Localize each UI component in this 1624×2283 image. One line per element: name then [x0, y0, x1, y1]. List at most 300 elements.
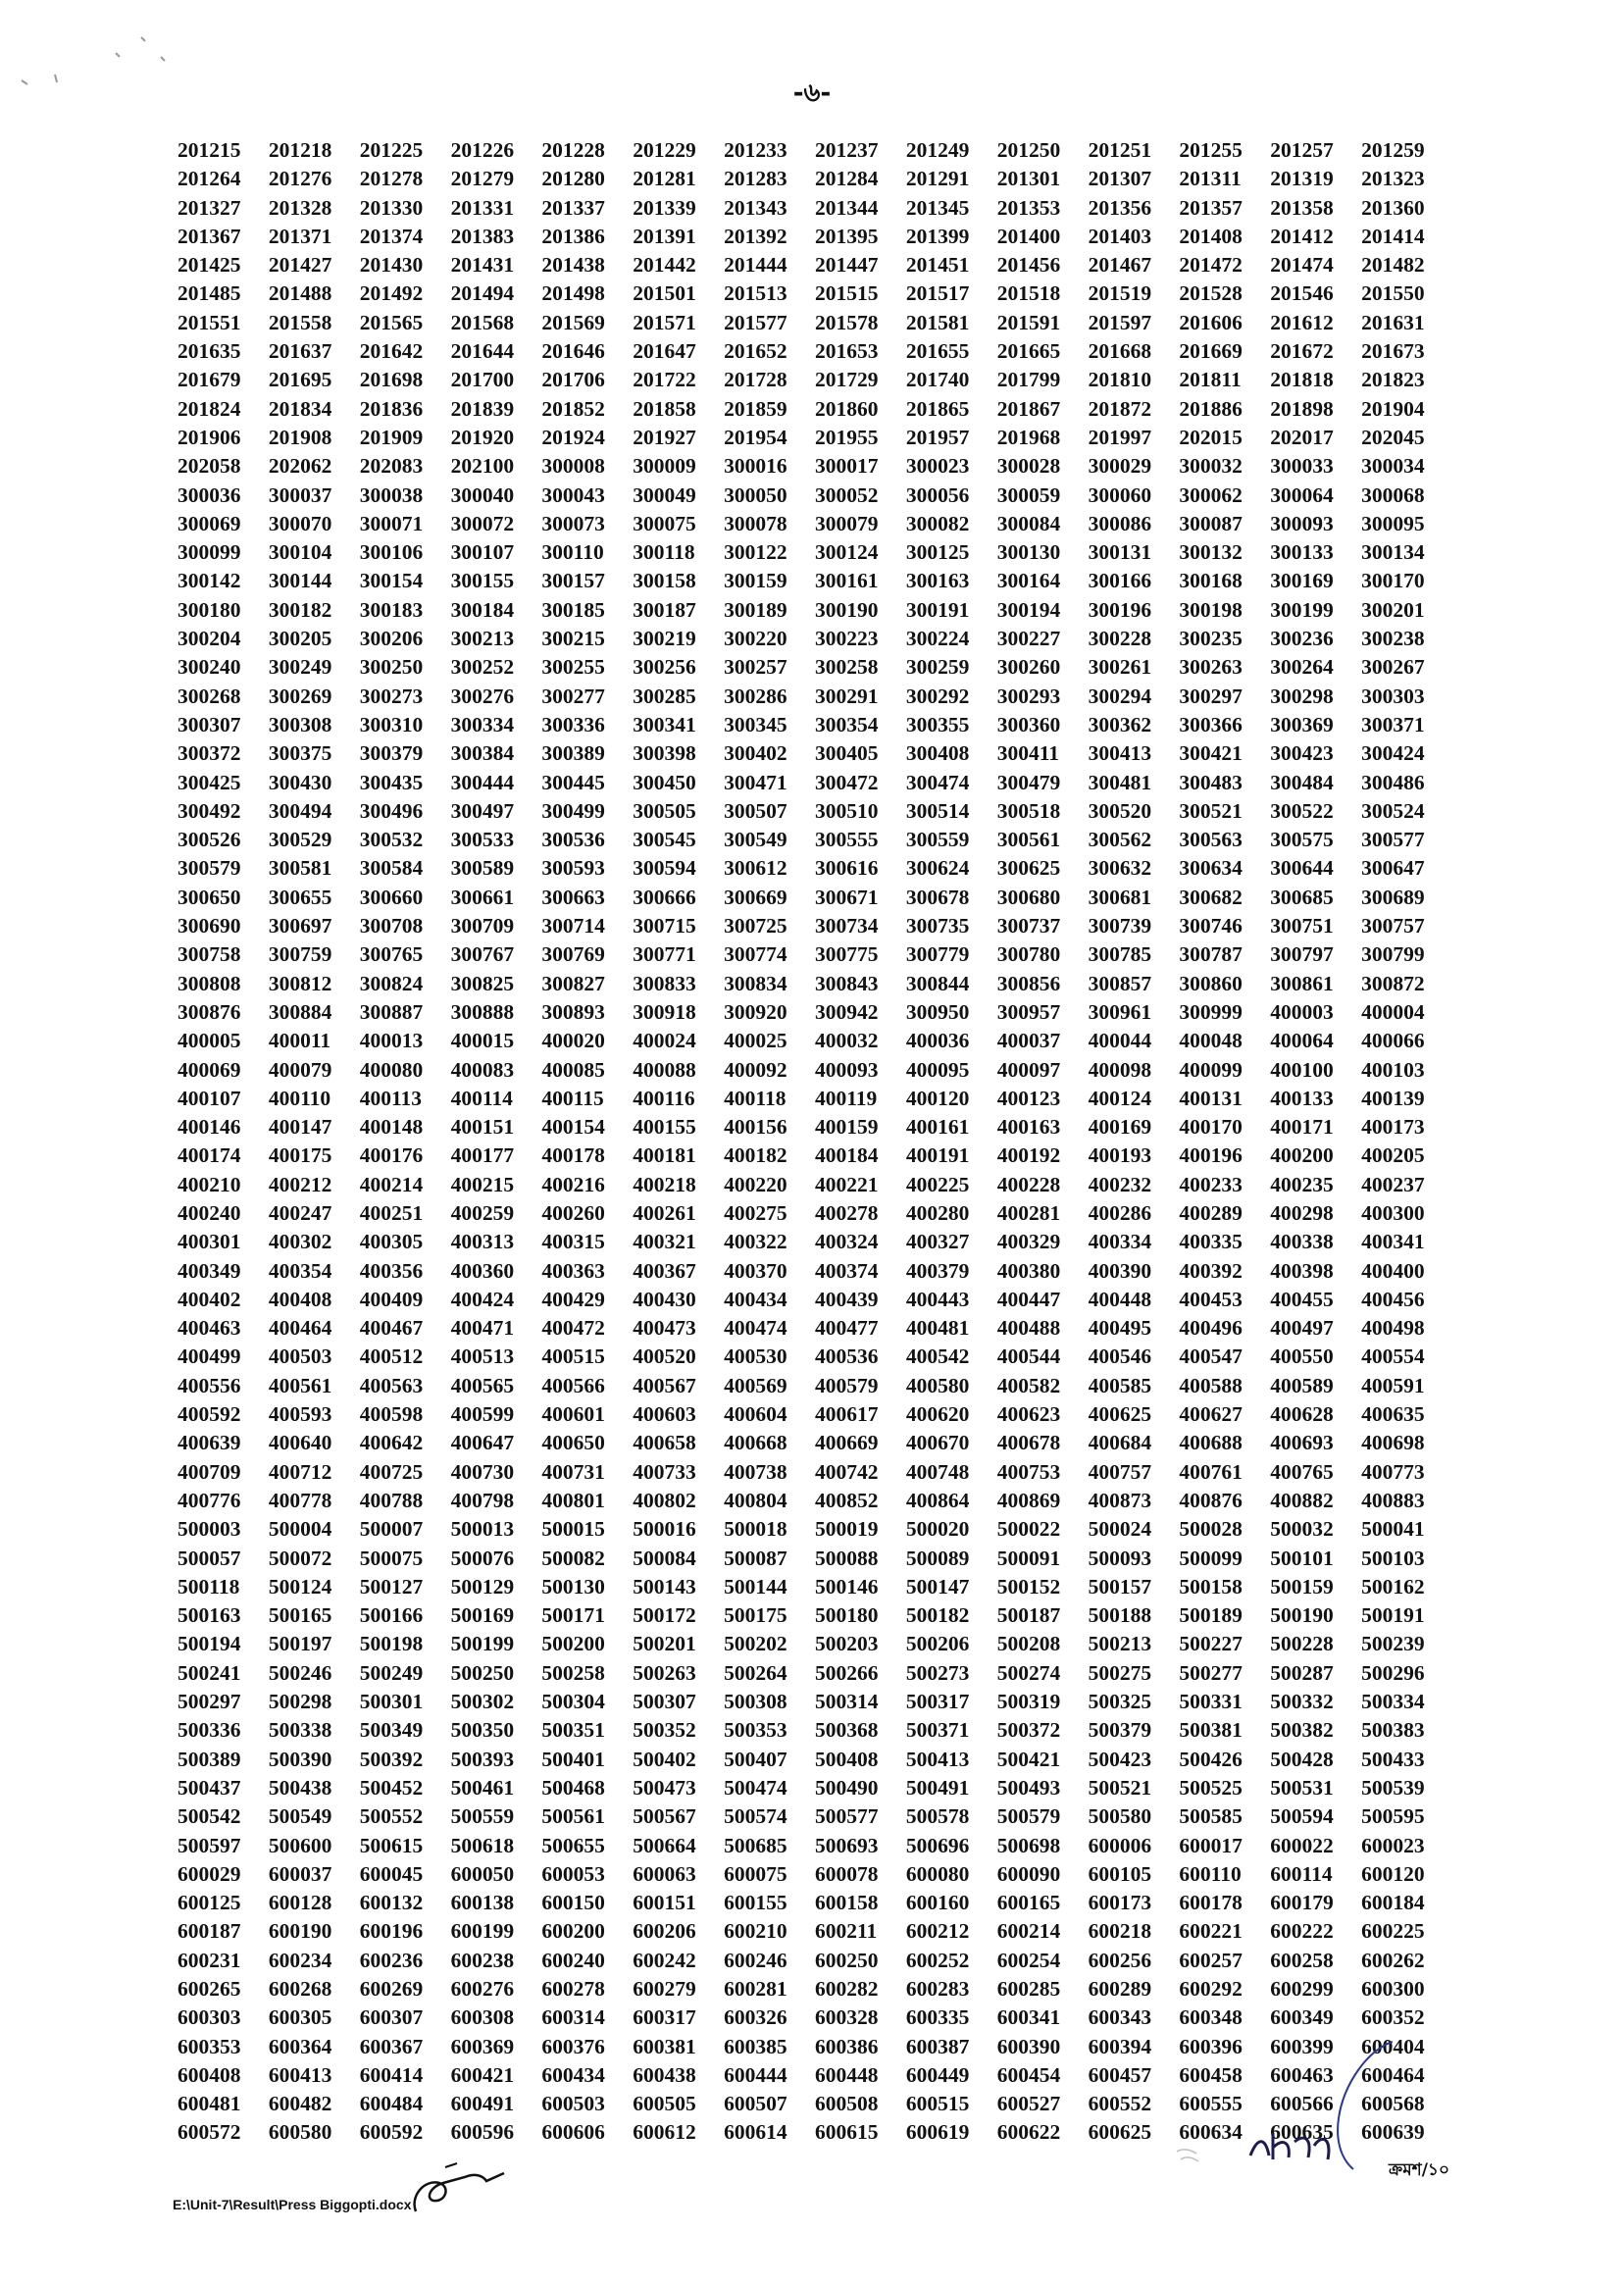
faint-mark — [1175, 2146, 1204, 2165]
roll-number: 400712 — [268, 1459, 332, 1484]
roll-number: 400731 — [541, 1459, 605, 1484]
roll-number: 201858 — [633, 396, 696, 421]
roll-number: 300680 — [996, 885, 1061, 909]
roll-number: 600612 — [633, 2120, 696, 2145]
roll-number: 300510 — [814, 798, 879, 823]
roll-number: 201358 — [1270, 195, 1334, 220]
roll-number: 300824 — [359, 971, 424, 995]
roll-number: 500024 — [1088, 1517, 1152, 1542]
roll-number: 201644 — [450, 339, 515, 364]
roll-number: 400133 — [1270, 1086, 1334, 1110]
roll-number: 202100 — [450, 454, 515, 479]
roll-number: 201568 — [450, 310, 515, 334]
roll-number: 600635 — [1270, 2120, 1334, 2145]
roll-number: 300252 — [450, 655, 515, 680]
roll-number: 201653 — [814, 339, 879, 364]
roll-number: 201818 — [1270, 368, 1334, 392]
roll-number: 400599 — [450, 1402, 515, 1427]
roll-number: 300227 — [996, 627, 1061, 651]
roll-number: 400477 — [814, 1316, 879, 1341]
roll-number: 201360 — [1361, 195, 1425, 220]
roll-number: 300196 — [1088, 597, 1152, 622]
roll-number: 500124 — [268, 1574, 332, 1598]
roll-number: 500152 — [996, 1574, 1061, 1598]
roll-number: 201442 — [633, 253, 696, 278]
roll-number: 400171 — [1270, 1115, 1334, 1140]
roll-number: 600314 — [541, 2005, 605, 2030]
roll-number: 500561 — [541, 1804, 605, 1829]
roll-number: 600132 — [359, 1891, 424, 1915]
roll-number: 201327 — [178, 195, 241, 220]
roll-number: 300536 — [541, 828, 605, 852]
roll-number: 300799 — [1361, 942, 1425, 967]
roll-number: 600606 — [541, 2120, 605, 2145]
roll-number: 400488 — [996, 1316, 1061, 1341]
roll-number: 300038 — [359, 482, 424, 507]
roll-number: 400761 — [1179, 1459, 1243, 1484]
roll-number: 300268 — [178, 684, 241, 708]
roll-number: 500275 — [1088, 1660, 1152, 1685]
roll-number: 300492 — [178, 798, 241, 823]
roll-number: 500423 — [1088, 1747, 1152, 1771]
roll-number: 600252 — [905, 1948, 970, 1972]
roll-number: 500580 — [1088, 1804, 1152, 1829]
roll-number: 500559 — [450, 1804, 515, 1829]
roll-number: 600619 — [905, 2120, 970, 2145]
roll-number: 201728 — [724, 368, 787, 392]
roll-number: 300751 — [1270, 914, 1334, 939]
roll-number: 201665 — [996, 339, 1061, 364]
roll-number: 600396 — [1179, 2034, 1243, 2058]
roll-number: 202045 — [1361, 425, 1425, 449]
roll-number: 300411 — [996, 741, 1060, 766]
roll-number: 600214 — [996, 1919, 1061, 1944]
roll-number: 400798 — [450, 1488, 515, 1512]
roll-number: 201906 — [178, 425, 241, 449]
roll-number: 600184 — [1361, 1891, 1425, 1915]
roll-number: 400408 — [268, 1287, 332, 1311]
roll-number: 400013 — [359, 1029, 424, 1053]
roll-number: 500696 — [905, 1833, 970, 1857]
roll-number: 600258 — [1270, 1948, 1334, 1972]
roll-number: 500594 — [1270, 1804, 1334, 1829]
roll-number: 201706 — [541, 368, 605, 392]
roll-number: 300258 — [814, 655, 879, 680]
roll-number: 400864 — [905, 1488, 970, 1512]
roll-number: 300771 — [633, 942, 696, 967]
roll-number: 300505 — [633, 798, 696, 823]
roll-number: 300291 — [814, 684, 879, 708]
roll-number: 201810 — [1088, 368, 1152, 392]
roll-number: 300584 — [359, 856, 424, 881]
roll-number: 400876 — [1179, 1488, 1243, 1512]
roll-number: 300844 — [905, 971, 970, 995]
roll-number: 300249 — [268, 655, 332, 680]
roll-number: 600299 — [1270, 1977, 1334, 2001]
roll-number: 201311 — [1179, 167, 1242, 191]
roll-number: 400536 — [814, 1344, 879, 1369]
roll-number: 400032 — [814, 1029, 879, 1053]
roll-number: 201811 — [1179, 368, 1242, 392]
roll-number: 201474 — [1270, 253, 1334, 278]
roll-number: 201215 — [178, 138, 241, 162]
roll-number: 300372 — [178, 741, 241, 766]
roll-number: 500585 — [1179, 1804, 1243, 1829]
roll-number: 500171 — [541, 1603, 605, 1628]
roll-number: 300678 — [905, 885, 970, 909]
roll-number: 400513 — [450, 1344, 515, 1369]
roll-number: 600210 — [724, 1919, 787, 1944]
roll-number: 400161 — [905, 1115, 970, 1140]
roll-number: 400200 — [1270, 1143, 1334, 1168]
roll-number: 201226 — [450, 138, 515, 162]
roll-number: 600386 — [814, 2034, 879, 2058]
roll-number: 400184 — [814, 1143, 879, 1168]
roll-number: 300834 — [724, 971, 787, 995]
roll-number: 300257 — [724, 655, 787, 680]
roll-number: 400495 — [1088, 1316, 1152, 1341]
roll-number: 500258 — [541, 1660, 605, 1685]
roll-number: 300236 — [1270, 627, 1334, 651]
roll-number: 500372 — [996, 1718, 1061, 1743]
roll-number: 500197 — [268, 1632, 332, 1656]
roll-number: 300825 — [450, 971, 515, 995]
roll-number: 400113 — [359, 1086, 423, 1110]
roll-number: 201955 — [814, 425, 879, 449]
roll-number: 300205 — [268, 627, 332, 651]
roll-number: 600289 — [1088, 1977, 1152, 2001]
roll-number: 201904 — [1361, 396, 1425, 421]
roll-number: 300496 — [359, 798, 424, 823]
roll-number: 500433 — [1361, 1747, 1425, 1771]
roll-number: 400275 — [724, 1200, 787, 1225]
roll-number: 300059 — [996, 482, 1061, 507]
roll-number: 600376 — [541, 2034, 605, 2058]
roll-number: 300240 — [178, 655, 241, 680]
roll-number: 500693 — [814, 1833, 879, 1857]
roll-number: 202058 — [178, 454, 241, 479]
roll-number: 400497 — [1270, 1316, 1334, 1341]
roll-number: 500351 — [541, 1718, 605, 1743]
roll-number: 300471 — [724, 770, 787, 794]
page-number: -৬- — [792, 78, 832, 108]
roll-number: 600279 — [633, 1977, 696, 2001]
roll-number: 400635 — [1361, 1402, 1425, 1427]
roll-number: 400240 — [178, 1200, 241, 1225]
roll-number: 400155 — [633, 1115, 696, 1140]
roll-number: 500332 — [1270, 1690, 1334, 1714]
roll-number: 201344 — [814, 195, 879, 220]
roll-number: 400547 — [1179, 1344, 1243, 1369]
roll-number: 600196 — [359, 1919, 424, 1944]
roll-number: 400580 — [905, 1373, 970, 1397]
roll-number: 400154 — [541, 1115, 605, 1140]
roll-number: 300298 — [1270, 684, 1334, 708]
roll-number: 300663 — [541, 885, 605, 909]
roll-number: 201528 — [1179, 281, 1243, 306]
roll-number: 300125 — [905, 540, 970, 565]
roll-number: 300389 — [541, 741, 605, 766]
roll-number: 600151 — [633, 1891, 696, 1915]
roll-number: 300285 — [633, 684, 696, 708]
roll-number: 600482 — [268, 2092, 332, 2116]
roll-number: 300689 — [1361, 885, 1425, 909]
roll-number: 300856 — [996, 971, 1061, 995]
roll-number: 400620 — [905, 1402, 970, 1427]
roll-number: 500336 — [178, 1718, 241, 1743]
roll-number: 201909 — [359, 425, 424, 449]
roll-number: 300425 — [178, 770, 241, 794]
roll-number: 400566 — [541, 1373, 605, 1397]
roll-number: 201669 — [1179, 339, 1243, 364]
roll-number: 500426 — [1179, 1747, 1243, 1771]
roll-number: 201414 — [1361, 224, 1425, 248]
roll-number: 300918 — [633, 999, 696, 1024]
roll-number: 201383 — [450, 224, 515, 248]
roll-number: 201668 — [1088, 339, 1152, 364]
roll-number: 300028 — [996, 454, 1061, 479]
roll-number: 201997 — [1088, 425, 1152, 449]
roll-number: 500407 — [724, 1747, 787, 1771]
roll-number: 500057 — [178, 1546, 241, 1570]
roll-number: 400582 — [996, 1373, 1061, 1397]
roll-number: 600078 — [814, 1861, 879, 1886]
roll-number: 500018 — [724, 1517, 787, 1542]
roll-number: 600281 — [724, 1977, 787, 2001]
roll-number: 600552 — [1088, 2092, 1152, 2116]
roll-number: 500016 — [633, 1517, 696, 1542]
roll-number: 600282 — [814, 1977, 879, 2001]
roll-number: 300612 — [724, 856, 787, 881]
roll-number: 600615 — [814, 2120, 879, 2145]
roll-number: 400210 — [178, 1172, 241, 1196]
roll-number: 500089 — [905, 1546, 970, 1570]
roll-number: 201281 — [633, 167, 696, 191]
roll-number: 600592 — [359, 2120, 424, 2145]
roll-number: 400097 — [996, 1057, 1061, 1082]
roll-number: 500093 — [1088, 1546, 1152, 1570]
roll-number: 300157 — [541, 569, 605, 593]
roll-number: 201581 — [905, 310, 970, 334]
roll-number: 300297 — [1179, 684, 1243, 708]
roll-number: 201700 — [450, 368, 515, 392]
roll-number: 500552 — [359, 1804, 424, 1829]
roll-number: 201343 — [724, 195, 787, 220]
roll-number: 400688 — [1179, 1431, 1243, 1455]
roll-number: 500087 — [724, 1546, 787, 1570]
roll-number: 500298 — [268, 1690, 332, 1714]
roll-number: 300292 — [905, 684, 970, 708]
roll-number: 201218 — [268, 138, 332, 162]
roll-number: 500088 — [814, 1546, 879, 1570]
roll-number: 201278 — [359, 167, 424, 191]
roll-number: 600206 — [633, 1919, 696, 1944]
roll-number: 201357 — [1179, 195, 1243, 220]
roll-number: 600639 — [1361, 2120, 1425, 2145]
roll-number: 400380 — [996, 1258, 1061, 1283]
roll-number: 201642 — [359, 339, 424, 364]
roll-number: 400617 — [814, 1402, 879, 1427]
roll-number: 500003 — [178, 1517, 241, 1542]
roll-number: 500393 — [450, 1747, 515, 1771]
roll-number: 201451 — [905, 253, 970, 278]
roll-number: 600307 — [359, 2005, 424, 2030]
roll-number: 201646 — [541, 339, 605, 364]
roll-number: 400193 — [1088, 1143, 1152, 1168]
roll-number: 400174 — [178, 1143, 241, 1168]
roll-number: 300884 — [268, 999, 332, 1024]
roll-number: 600634 — [1179, 2120, 1243, 2145]
roll-number: 300526 — [178, 828, 241, 852]
roll-number: 600390 — [996, 2034, 1061, 2058]
roll-number: 600063 — [633, 1861, 696, 1886]
roll-number: 400698 — [1361, 1431, 1425, 1455]
roll-number: 300739 — [1088, 914, 1152, 939]
roll-number: 500159 — [1270, 1574, 1334, 1598]
roll-number: 400156 — [724, 1115, 787, 1140]
roll-number: 300079 — [814, 511, 879, 535]
roll-number: 201371 — [268, 224, 332, 248]
roll-number: 600190 — [268, 1919, 332, 1944]
roll-number: 400379 — [905, 1258, 970, 1283]
roll-number: 300444 — [450, 770, 515, 794]
roll-number: 300084 — [996, 511, 1061, 535]
roll-number: 600023 — [1361, 1833, 1425, 1857]
roll-number: 600404 — [1361, 2034, 1425, 2058]
roll-number: 201551 — [178, 310, 241, 334]
roll-number: 201859 — [724, 396, 787, 421]
roll-number: 201430 — [359, 253, 424, 278]
roll-number: 400730 — [450, 1459, 515, 1484]
roll-number: 400278 — [814, 1200, 879, 1225]
roll-number: 300185 — [541, 597, 605, 622]
roll-number: 300445 — [541, 770, 605, 794]
roll-number: 300861 — [1270, 971, 1334, 995]
roll-number: 400601 — [541, 1402, 605, 1427]
roll-number: 300224 — [905, 627, 970, 651]
roll-number: 300715 — [633, 914, 696, 939]
roll-number: 500325 — [1088, 1690, 1152, 1714]
roll-number: 600364 — [268, 2034, 332, 2058]
roll-number: 300223 — [814, 627, 879, 651]
roll-number: 500091 — [996, 1546, 1061, 1570]
roll-number: 500685 — [724, 1833, 787, 1857]
roll-number: 400554 — [1361, 1344, 1425, 1369]
roll-number: 400107 — [178, 1086, 241, 1110]
roll-number: 300360 — [996, 712, 1061, 736]
roll-number: 400300 — [1361, 1200, 1425, 1225]
roll-number: 600317 — [633, 2005, 696, 2030]
roll-number: 300735 — [905, 914, 970, 939]
roll-number: 500392 — [359, 1747, 424, 1771]
roll-number: 400589 — [1270, 1373, 1334, 1397]
roll-number: 500157 — [1088, 1574, 1152, 1598]
roll-number: 300483 — [1179, 770, 1243, 794]
roll-number: 300276 — [450, 684, 515, 708]
roll-number: 600444 — [724, 2062, 787, 2087]
roll-number: 500189 — [1179, 1603, 1243, 1628]
roll-number: 400464 — [268, 1316, 332, 1341]
roll-number: 201565 — [359, 310, 424, 334]
roll-number: 400191 — [905, 1143, 970, 1168]
roll-number: 201968 — [996, 425, 1061, 449]
roll-number: 300661 — [450, 885, 515, 909]
roll-number: 500381 — [1179, 1718, 1243, 1743]
roll-number: 500072 — [268, 1546, 332, 1570]
roll-number: 400598 — [359, 1402, 424, 1427]
roll-number: 300073 — [541, 511, 605, 535]
roll-number: 201515 — [814, 281, 879, 306]
roll-number: 500075 — [359, 1546, 424, 1570]
roll-number: 300168 — [1179, 569, 1243, 593]
roll-number: 201927 — [633, 425, 696, 449]
roll-number: 300961 — [1088, 999, 1152, 1024]
roll-number: 201427 — [268, 253, 332, 278]
roll-number: 400218 — [633, 1172, 696, 1196]
roll-number: 300250 — [359, 655, 424, 680]
roll-number: 201647 — [633, 339, 696, 364]
roll-number: 300034 — [1361, 454, 1425, 479]
roll-number: 201860 — [814, 396, 879, 421]
roll-number: 300286 — [724, 684, 787, 708]
roll-number: 500103 — [1361, 1546, 1425, 1570]
roll-number: 300104 — [268, 540, 332, 565]
roll-number: 400093 — [814, 1057, 879, 1082]
roll-number: 201276 — [268, 167, 332, 191]
roll-number: 500408 — [814, 1747, 879, 1771]
roll-number: 300354 — [814, 712, 879, 736]
roll-number: 400801 — [541, 1488, 605, 1512]
roll-number: 201259 — [1361, 138, 1425, 162]
roll-number: 400232 — [1088, 1172, 1152, 1196]
roll-number: 400463 — [178, 1316, 241, 1341]
roll-number: 201444 — [724, 253, 787, 278]
roll-number: 500241 — [178, 1660, 241, 1685]
roll-number: 300759 — [268, 942, 332, 967]
roll-number: 400020 — [541, 1029, 605, 1053]
roll-number: 400447 — [996, 1287, 1061, 1311]
roll-number: 500187 — [996, 1603, 1061, 1628]
roll-number: 500028 — [1179, 1517, 1243, 1542]
roll-number: 201571 — [633, 310, 696, 334]
roll-number: 201513 — [724, 281, 787, 306]
roll-number: 201431 — [450, 253, 515, 278]
roll-number: 300632 — [1088, 856, 1152, 881]
roll-number: 300957 — [996, 999, 1061, 1024]
roll-number: 400430 — [633, 1287, 696, 1311]
roll-number: 300294 — [1088, 684, 1152, 708]
roll-number: 600165 — [996, 1891, 1061, 1915]
roll-number: 500127 — [359, 1574, 424, 1598]
roll-number: 400003 — [1270, 999, 1334, 1024]
roll-number: 300277 — [541, 684, 605, 708]
roll-number: 500304 — [541, 1690, 605, 1714]
roll-number: 400334 — [1088, 1230, 1152, 1254]
roll-number: 400374 — [814, 1258, 879, 1283]
roll-number: 400214 — [359, 1172, 424, 1196]
roll-number: 300155 — [450, 569, 515, 593]
roll-number: 300430 — [268, 770, 332, 794]
roll-number: 400098 — [1088, 1057, 1152, 1082]
roll-number: 201307 — [1088, 167, 1152, 191]
roll-number: 300562 — [1088, 828, 1152, 852]
roll-number: 300259 — [905, 655, 970, 680]
roll-number: 400151 — [450, 1115, 515, 1140]
roll-number: 400114 — [450, 1086, 513, 1110]
roll-number: 300017 — [814, 454, 879, 479]
roll-number: 600006 — [1088, 1833, 1152, 1857]
roll-number: 201834 — [268, 396, 332, 421]
